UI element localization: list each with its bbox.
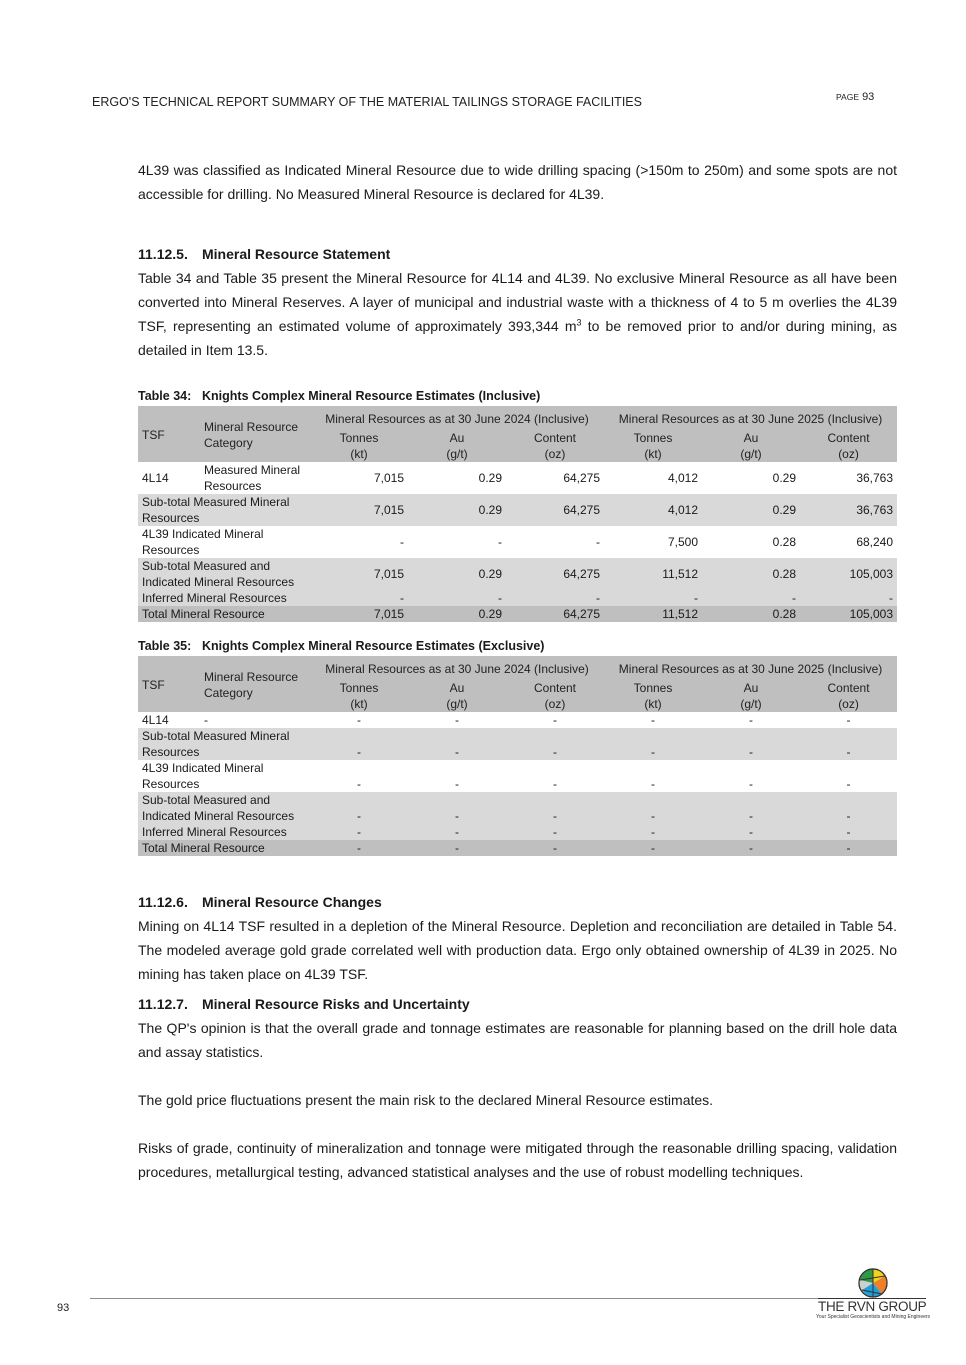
table-row <box>138 712 897 728</box>
cell-tonnes-2025: - <box>604 840 702 856</box>
page-number: 93 <box>862 91 875 103</box>
cell-tonnes-2025: 11,512 <box>604 558 702 590</box>
table-35-caption <box>138 638 897 654</box>
cell-au-2024: 0.29 <box>408 462 506 494</box>
cell-content-2024: 64,275 <box>506 558 604 590</box>
cell-tonnes-2024: - <box>310 712 408 728</box>
header-tsf: TSF <box>138 656 200 712</box>
header-content-2025: Content (oz) <box>800 680 897 712</box>
cell-tonnes-2025: - <box>604 792 702 824</box>
cell-content-2025: 105,003 <box>800 558 897 590</box>
risk-paragraph-1: The QP's opinion is that the overall grade and tonnage estimates are reasonable for planning based on the drill hole data and assay statistics. <box>138 1020 897 1060</box>
cell-au-2025: - <box>702 792 800 824</box>
cell-au-2025: 0.28 <box>702 606 800 622</box>
cell-au-2024: - <box>408 792 506 824</box>
cell-label: Sub-total Measured and Indicated Mineral Resources <box>138 558 310 590</box>
paragraph-text: to be removed prior to and/or during mining, as detailed in Item 13.5. <box>138 318 898 358</box>
header-au-2024: Au (g/t) <box>408 680 506 712</box>
cell-label: Sub-total Measured and Indicated Mineral Resources <box>138 792 310 824</box>
cell-tonnes-2025: - <box>604 760 702 792</box>
cell-content-2024: 64,275 <box>506 462 604 494</box>
paragraph-text: Table 34 and Table 35 present the Mineral Resource for 4L14 and 4L39. No exclusive Mineral Resource as all have been converted into Mineral Reserves. A layer of municipal and industrial waste with a thickness of 4 to 5 m overlies the 4L39 TSF, representing an estimated volume of approximately 393,344 m <box>138 270 897 334</box>
cell-label: Total Mineral Resource <box>138 840 310 856</box>
cell-au-2024: - <box>408 840 506 856</box>
footer-page-number: 93 <box>57 1302 70 1314</box>
cell-au-2025: 0.28 <box>702 526 800 558</box>
table-row <box>138 558 897 590</box>
header-category: Mineral Resource Category <box>200 656 310 712</box>
cell-tonnes-2025: 11,512 <box>604 606 702 622</box>
table-row <box>138 824 897 840</box>
cell-tonnes-2025: 7,500 <box>604 526 702 558</box>
cell-au-2025: 0.29 <box>702 462 800 494</box>
logo-name: THE RVN GROUP <box>818 1299 927 1314</box>
header-category: Mineral Resource Category <box>200 406 310 462</box>
table-row <box>138 494 897 526</box>
section-title: Mineral Resource Changes <box>202 894 382 910</box>
header-group-2024: Mineral Resources as at 30 June 2024 (Inclusive) <box>310 406 604 430</box>
header-tonnes-2024: Tonnes (kt) <box>310 430 408 462</box>
cell-label: Inferred Mineral Resources <box>138 590 310 606</box>
cell-tsf: 4L14 <box>138 462 200 494</box>
cell-label: Sub-total Measured Mineral Resources <box>138 728 310 760</box>
superscript: 3 <box>576 317 582 328</box>
cell-au-2024: - <box>408 526 506 558</box>
table-title: Knights Complex Mineral Resource Estimates (Inclusive) <box>202 389 541 403</box>
cell-content-2024: - <box>506 526 604 558</box>
cell-au-2024: - <box>408 760 506 792</box>
table-row <box>138 590 897 606</box>
cell-content-2025: - <box>800 728 897 760</box>
table-number: Table 35: <box>138 639 192 653</box>
cell-content-2024: 64,275 <box>506 494 604 526</box>
cell-label: 4L39 Indicated Mineral Resources <box>138 526 310 558</box>
cell-content-2024: - <box>506 590 604 606</box>
risk-paragraph-2: The gold price fluctuations present the main risk to the declared Mineral Resource estimates. <box>138 1092 714 1108</box>
cell-content-2024: - <box>506 840 604 856</box>
header-content-2024: Content (oz) <box>506 680 604 712</box>
cell-tonnes-2024: 7,015 <box>310 462 408 494</box>
cell-content-2025: - <box>800 712 897 728</box>
header-group-2024: Mineral Resources as at 30 June 2024 (Inclusive) <box>310 656 604 680</box>
table-row-total <box>138 840 897 856</box>
cell-au-2024: - <box>408 590 506 606</box>
cell-au-2024: 0.29 <box>408 494 506 526</box>
cell-category: Measured Mineral Resources <box>200 462 310 494</box>
risk-paragraph-3: Risks of grade, continuity of mineralization and tonnage were mitigated through the reasonable drilling spacing, validation procedures, metallurgical testing, advanced statistical analyses and the use of robust modelling techniques. <box>138 1140 897 1180</box>
cell-content-2025: - <box>800 590 897 606</box>
cell-content-2025: - <box>800 824 897 840</box>
cell-tonnes-2024: - <box>310 792 408 824</box>
section-heading-11-12-5 <box>138 242 897 266</box>
cell-category: - <box>200 712 310 728</box>
table-title: Knights Complex Mineral Resource Estimates (Exclusive) <box>202 639 545 653</box>
cell-tonnes-2025: - <box>604 728 702 760</box>
cell-tonnes-2025: - <box>604 590 702 606</box>
cell-tonnes-2024: - <box>310 824 408 840</box>
cell-tonnes-2024: - <box>310 590 408 606</box>
table-row <box>138 728 897 760</box>
cell-au-2024: 0.29 <box>408 606 506 622</box>
cell-au-2024: - <box>408 712 506 728</box>
cell-au-2024: - <box>408 824 506 840</box>
cell-content-2025: - <box>800 760 897 792</box>
cell-tsf: 4L14 <box>138 712 200 728</box>
table-row-total <box>138 606 897 622</box>
header-tonnes-2024: Tonnes (kt) <box>310 680 408 712</box>
section-heading-11-12-6 <box>138 890 897 914</box>
table-row <box>138 462 897 494</box>
cell-label: Total Mineral Resource <box>138 606 310 622</box>
table-row <box>138 760 897 792</box>
header-au-2024: Au (g/t) <box>408 430 506 462</box>
header-content-2024: Content (oz) <box>506 430 604 462</box>
cell-label: 4L39 Indicated Mineral Resources <box>138 760 310 792</box>
cell-content-2024: - <box>506 760 604 792</box>
header-group-2025: Mineral Resources as at 30 June 2025 (Inclusive) <box>604 406 897 430</box>
page-content <box>138 158 897 1184</box>
cell-tonnes-2024: 7,015 <box>310 494 408 526</box>
cell-au-2025: - <box>702 840 800 856</box>
header-content-2025: Content (oz) <box>800 430 897 462</box>
header-group-2025: Mineral Resources as at 30 June 2025 (Inclusive) <box>604 656 897 680</box>
logo-pie-icon <box>858 1268 888 1298</box>
cell-tonnes-2024: - <box>310 728 408 760</box>
section-number: 11.12.5. <box>138 246 188 262</box>
cell-tonnes-2024: - <box>310 840 408 856</box>
cell-content-2025: 68,240 <box>800 526 897 558</box>
resource-statement-paragraph <box>138 266 897 362</box>
cell-content-2025: 105,003 <box>800 606 897 622</box>
cell-tonnes-2025: - <box>604 824 702 840</box>
resource-changes-paragraph: Mining on 4L14 TSF resulted in a depletion of the Mineral Resource. Depletion and reconciliation are detailed in Table 54. The modeled average gold grade correlated well with production data. Ergo only obtained ownership of 4L39 in 2025. No mining has taken place on 4L39 TSF. <box>138 918 897 982</box>
cell-tonnes-2024: - <box>310 760 408 792</box>
table-35-exclusive <box>138 656 897 856</box>
cell-content-2024: 64,275 <box>506 606 604 622</box>
section-number: 11.12.7. <box>138 996 188 1012</box>
cell-au-2024: 0.29 <box>408 558 506 590</box>
cell-content-2024: - <box>506 824 604 840</box>
cell-content-2024: - <box>506 792 604 824</box>
cell-content-2024: - <box>506 728 604 760</box>
cell-label: Inferred Mineral Resources <box>138 824 310 840</box>
header-tonnes-2025: Tonnes (kt) <box>604 430 702 462</box>
cell-tonnes-2025: - <box>604 712 702 728</box>
table-row <box>138 526 897 558</box>
cell-content-2025: 36,763 <box>800 462 897 494</box>
logo-tagline: Your Specialist Geoscientists and Mining Engineers <box>816 1314 931 1320</box>
rvn-group-logo <box>812 1268 932 1324</box>
header-tonnes-2025: Tonnes (kt) <box>604 680 702 712</box>
cell-label: Sub-total Measured Mineral Resources <box>138 494 310 526</box>
cell-au-2025: - <box>702 824 800 840</box>
cell-tonnes-2025: 4,012 <box>604 494 702 526</box>
section-title: Mineral Resource Risks and Uncertainty <box>202 996 470 1012</box>
cell-content-2024: - <box>506 712 604 728</box>
cell-au-2025: - <box>702 728 800 760</box>
cell-au-2024: - <box>408 728 506 760</box>
header-tsf: TSF <box>138 406 200 462</box>
table-34-inclusive <box>138 406 897 622</box>
section-heading-11-12-7 <box>138 992 897 1016</box>
running-header-title: ERGO'S TECHNICAL REPORT SUMMARY OF THE MATERIAL TAILINGS STORAGE FACILITIES <box>92 95 642 109</box>
cell-tonnes-2024: 7,015 <box>310 606 408 622</box>
header-au-2025: Au (g/t) <box>702 680 800 712</box>
cell-tonnes-2024: 7,015 <box>310 558 408 590</box>
cell-au-2025: - <box>702 760 800 792</box>
running-header-page <box>836 91 874 103</box>
table-number: Table 34: <box>138 389 192 403</box>
cell-content-2025: - <box>800 840 897 856</box>
intro-paragraph: 4L39 was classified as Indicated Mineral Resource due to wide drilling spacing (>150m to 250m) and some spots are not accessible for drilling. No Measured Mineral Resource is declared for 4L39. <box>138 162 897 202</box>
footer-rule <box>90 1298 926 1299</box>
cell-tonnes-2025: 4,012 <box>604 462 702 494</box>
cell-au-2025: 0.28 <box>702 558 800 590</box>
header-au-2025: Au (g/t) <box>702 430 800 462</box>
cell-tonnes-2024: - <box>310 526 408 558</box>
section-number: 11.12.6. <box>138 894 188 910</box>
cell-au-2025: - <box>702 590 800 606</box>
cell-au-2025: - <box>702 712 800 728</box>
table-row <box>138 792 897 824</box>
cell-content-2025: 36,763 <box>800 494 897 526</box>
cell-content-2025: - <box>800 792 897 824</box>
cell-au-2025: 0.29 <box>702 494 800 526</box>
section-title: Mineral Resource Statement <box>202 246 391 262</box>
table-34-caption <box>138 388 897 404</box>
page-label: PAGE <box>836 92 859 102</box>
